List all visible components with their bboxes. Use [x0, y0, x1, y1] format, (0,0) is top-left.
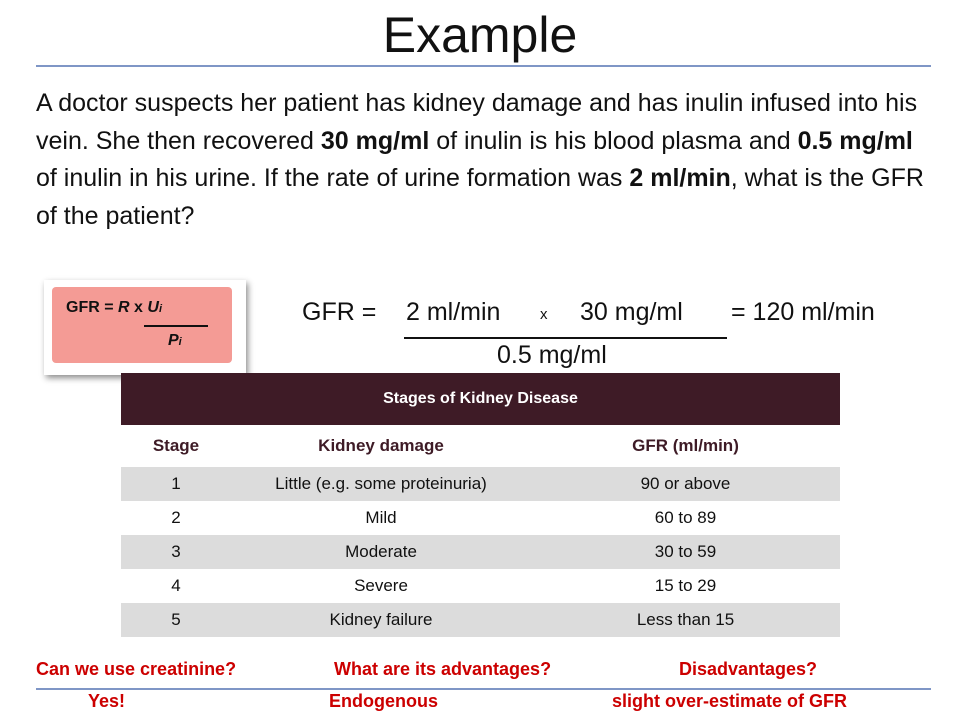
formula-lhs: GFR = [66, 299, 119, 316]
cell-damage: Severe [354, 576, 408, 595]
question-advantages: What are its advantages? [334, 659, 552, 679]
equation-numerator: 30 mg/ml [580, 298, 683, 326]
table-row [121, 569, 840, 603]
cell-gfr: 60 to 89 [654, 508, 717, 527]
cell-damage: Little (e.g. some proteinuria) [275, 474, 487, 493]
kidney-stages-table [121, 373, 840, 637]
table-column-headers [121, 425, 840, 467]
urine-concentration: 0.5 mg/ml [797, 126, 913, 155]
cell-stage: 5 [171, 610, 181, 629]
formula-u: U [147, 299, 159, 316]
equation-fraction-bar [404, 337, 727, 339]
table-row [121, 467, 840, 501]
answer-endogenous: Endogenous [329, 691, 438, 711]
cell-stage: 2 [171, 508, 181, 527]
cell-gfr: 15 to 29 [654, 576, 717, 595]
plasma-concentration: 30 mg/ml [320, 126, 430, 155]
cell-stage: 4 [171, 576, 181, 595]
equation-rate: 2 ml/min [406, 298, 501, 326]
formula-subscript-p: i [178, 336, 182, 348]
table-row [121, 603, 840, 637]
cell-damage: Moderate [345, 542, 417, 561]
top-divider [36, 65, 931, 67]
cell-damage: Mild [365, 508, 397, 527]
equation-result: = 120 ml/min [731, 298, 875, 326]
problem-text [36, 85, 926, 235]
col-kidney-damage: Kidney damage [318, 436, 444, 455]
formula-times: x [129, 299, 148, 316]
cell-gfr: 30 to 59 [654, 542, 717, 561]
cell-stage: 3 [171, 542, 181, 561]
equation-times: x [540, 306, 548, 323]
col-gfr: GFR (ml/min) [632, 436, 739, 455]
cell-damage: Kidney failure [329, 610, 433, 629]
formula-numerator [66, 299, 162, 317]
problem-part-2: of inulin is his blood plasma and [429, 126, 798, 155]
equation-denominator: 0.5 mg/ml [497, 341, 607, 369]
question-disadvantages: Disadvantages? [679, 659, 818, 679]
formula-p: P [168, 332, 179, 349]
cell-gfr: Less than 15 [636, 610, 735, 629]
table-row [121, 501, 840, 535]
slide-title: Example [382, 7, 578, 63]
table-row [121, 535, 840, 569]
question-creatinine: Can we use creatinine? [36, 659, 237, 679]
formula-denominator [168, 332, 182, 350]
col-stage: Stage [152, 436, 200, 455]
formula-subscript-u: i [158, 303, 162, 315]
equation-lhs: GFR = [302, 298, 377, 326]
problem-part-1: A doctor suspects her patient has kidney damage and has inulin infused into his vein. She then recovered [36, 89, 918, 155]
answer-overestimate: slight over-estimate of GFR [612, 691, 848, 711]
answer-yes: Yes! [88, 691, 126, 711]
table-title: Stages of Kidney Disease [121, 373, 840, 425]
cell-stage: 1 [171, 474, 181, 493]
formula-r: R [118, 299, 130, 316]
urine-rate: 2 ml/min [629, 164, 731, 192]
problem-part-4: , what is the GFR of the patient? [36, 164, 924, 230]
problem-part-3: of inulin in his urine. If the rate of urine formation was [36, 164, 630, 192]
cell-gfr: 90 or above [640, 474, 731, 493]
formula-fraction-bar [144, 325, 208, 327]
bottom-divider [36, 688, 931, 690]
